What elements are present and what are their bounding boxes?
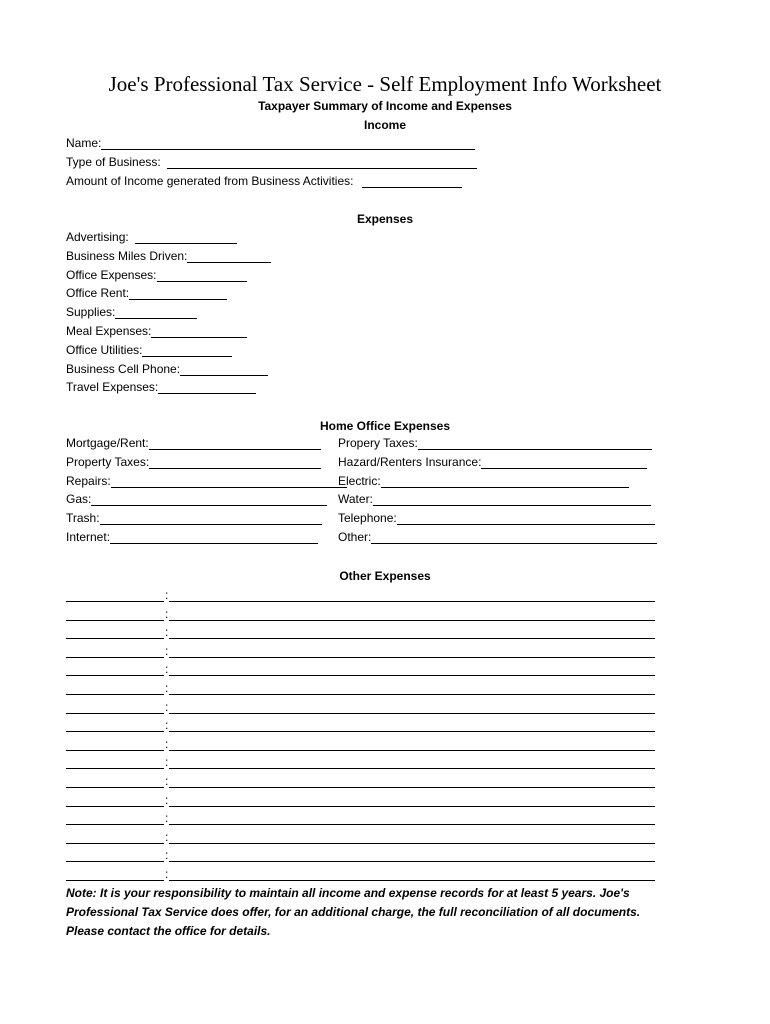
hazard-renters-insurance-label: Hazard/Renters Insurance: (338, 454, 482, 469)
propery-taxes-label: Propery Taxes: (338, 436, 418, 450)
water-label: Water: (338, 492, 373, 507)
business-type-label: Type of Business: (66, 155, 161, 169)
office-expenses-label: Office Expenses: (66, 267, 157, 282)
business-miles-driven-label: Business Miles Driven: (66, 248, 188, 263)
other-expense-row (66, 680, 655, 697)
electric-input-line[interactable] (381, 474, 629, 488)
other-expense-amount-line[interactable] (169, 588, 655, 602)
other-expense-name-line[interactable] (66, 811, 164, 825)
other-expense-row (66, 866, 655, 883)
other-expenses-heading: Other Expenses (339, 569, 431, 583)
other-expense-separator: : (165, 829, 169, 844)
other-expense-amount-line[interactable] (169, 848, 655, 862)
other-expense-amount-line[interactable] (169, 830, 655, 844)
other-expense-separator: : (165, 588, 169, 602)
page-subtitle: Taxpayer Summary of Income and Expenses (258, 99, 512, 113)
telephone-input-line[interactable] (397, 511, 655, 525)
other-expense-separator: : (165, 662, 169, 677)
other-field (338, 529, 657, 546)
business-cell-phone-field (66, 361, 268, 378)
other-expense-name-line[interactable] (66, 793, 164, 807)
gas-input-line[interactable] (91, 492, 327, 506)
meal-expenses-field (66, 323, 247, 340)
hazard-renters-insurance-input-line[interactable] (481, 455, 647, 469)
property-taxes-input-line[interactable] (149, 455, 321, 469)
name-field (66, 135, 475, 152)
income-amount-input-line[interactable] (362, 174, 462, 188)
travel-expenses-input-line[interactable] (158, 380, 256, 394)
income-amount-field (66, 173, 462, 190)
other-expense-separator: : (165, 606, 169, 621)
other-expense-name-line[interactable] (66, 625, 164, 639)
other-expense-separator: : (165, 643, 169, 658)
other-expense-name-line[interactable] (66, 700, 164, 714)
repairs-label: Repairs: (66, 473, 111, 488)
records-note: Note: It is your responsibility to maintain all income and expense records for at least 5 years. Joe's Professional Tax Service does offer, for an additional charge, the full reconciliation of all documents. Please contact the office for details. (66, 886, 641, 938)
other-expense-name-line[interactable] (66, 607, 164, 621)
income-heading: Income (363, 118, 406, 132)
other-expense-name-line[interactable] (66, 755, 164, 769)
other-expense-row (66, 792, 655, 809)
other-expense-row (66, 736, 655, 753)
other-expense-row (66, 587, 655, 604)
supplies-label: Supplies: (66, 305, 116, 320)
other-expense-amount-line[interactable] (169, 793, 655, 807)
water-input-line[interactable] (373, 492, 651, 506)
other-expense-amount-line[interactable] (169, 681, 655, 695)
advertising-input-line[interactable] (135, 230, 237, 244)
other-expense-row (66, 606, 655, 623)
income-amount-label: Amount of Income generated from Business Activities: (66, 174, 354, 188)
travel-expenses-field (66, 379, 256, 396)
trash-input-line[interactable] (100, 511, 322, 525)
other-expense-row (66, 754, 655, 771)
internet-field (66, 529, 318, 546)
other-expense-row (66, 810, 655, 827)
other-expense-row (66, 624, 655, 641)
other-expense-amount-line[interactable] (169, 662, 655, 676)
other-expense-amount-line[interactable] (169, 644, 655, 658)
other-expense-name-line[interactable] (66, 588, 164, 602)
electric-field (338, 473, 629, 490)
telephone-field (338, 510, 655, 527)
internet-input-line[interactable] (110, 530, 318, 544)
travel-expenses-label: Travel Expenses: (66, 380, 159, 395)
other-expense-row (66, 717, 655, 734)
business-miles-driven-input-line[interactable] (187, 249, 271, 263)
advertising-label: Advertising: (66, 230, 129, 244)
other-expense-name-line[interactable] (66, 718, 164, 732)
propery-taxes-field (338, 435, 652, 452)
other-expense-separator: : (165, 718, 169, 733)
repairs-field (66, 473, 347, 490)
property-taxes-label: Property Taxes: (66, 454, 150, 469)
page-title: Joe's Professional Tax Service - Self Employment Info Worksheet (108, 72, 662, 96)
meal-expenses-label: Meal Expenses: (66, 324, 152, 338)
other-expense-separator: : (165, 625, 169, 640)
mortgage-rent-field (66, 435, 321, 452)
mortgage-rent-input-line[interactable] (149, 436, 321, 450)
other-expense-name-line[interactable] (66, 848, 164, 862)
hazard-renters-insurance-field (338, 454, 647, 471)
other-expense-separator: : (165, 736, 169, 751)
other-expense-row (66, 699, 655, 716)
other-expense-name-line[interactable] (66, 830, 164, 844)
office-rent-field (66, 285, 227, 302)
other-expense-row (66, 773, 655, 790)
office-expenses-input-line[interactable] (157, 268, 247, 282)
other-expense-separator: : (165, 681, 169, 695)
other-expense-name-line[interactable] (66, 774, 164, 788)
business-miles-driven-field (66, 248, 271, 265)
other-expense-row (66, 661, 655, 678)
propery-taxes-input-line[interactable] (418, 436, 652, 450)
other-expense-amount-line[interactable] (169, 700, 655, 714)
supplies-input-line[interactable] (115, 305, 197, 319)
other-expense-amount-line[interactable] (169, 737, 655, 751)
other-expense-separator: : (165, 811, 169, 826)
other-expense-amount-line[interactable] (169, 811, 655, 825)
meal-expenses-input-line[interactable] (151, 324, 247, 338)
other-expense-separator: : (165, 699, 169, 714)
water-field (338, 491, 651, 508)
other-expense-name-line[interactable] (66, 681, 164, 695)
trash-label: Trash: (66, 511, 100, 526)
other-expense-row (66, 847, 655, 864)
office-rent-label: Office Rent: (66, 286, 130, 301)
other-expense-separator: : (165, 867, 169, 881)
expenses-heading: Expenses (356, 212, 414, 226)
property-taxes-field (66, 454, 321, 471)
other-expense-separator: : (165, 792, 169, 807)
business-type-field (66, 154, 477, 171)
office-rent-input-line[interactable] (129, 286, 227, 300)
business-type-input-line[interactable] (167, 155, 477, 169)
other-input-line[interactable] (371, 530, 657, 544)
home-office-heading: Home Office Expenses (319, 419, 451, 433)
other-expense-amount-line[interactable] (169, 625, 655, 639)
supplies-field (66, 304, 197, 321)
repairs-input-line[interactable] (111, 474, 347, 488)
business-cell-phone-label: Business Cell Phone: (66, 361, 181, 376)
office-utilities-field (66, 342, 232, 359)
office-utilities-label: Office Utilities: (66, 342, 143, 357)
other-expense-name-line[interactable] (66, 662, 164, 676)
other-expense-amount-line[interactable] (169, 867, 655, 881)
trash-field (66, 510, 322, 527)
gas-label: Gas: (66, 492, 92, 507)
mortgage-rent-label: Mortgage/Rent: (66, 436, 149, 450)
other-expense-row (66, 829, 655, 846)
other-expense-amount-line[interactable] (169, 774, 655, 788)
business-cell-phone-input-line[interactable] (180, 362, 268, 376)
other-expense-separator: : (165, 774, 169, 788)
other-expense-row (66, 643, 655, 660)
office-utilities-input-line[interactable] (142, 343, 232, 357)
internet-label: Internet: (66, 530, 111, 544)
other-expense-separator: : (165, 848, 169, 863)
other-expense-name-line[interactable] (66, 644, 164, 658)
name-input-line[interactable] (101, 136, 475, 150)
office-expenses-field (66, 267, 247, 284)
other-expense-name-line[interactable] (66, 737, 164, 751)
electric-label: Electric: (338, 473, 381, 488)
other-expense-name-line[interactable] (66, 867, 164, 881)
other-expense-separator: : (165, 755, 169, 770)
other-expense-amount-line[interactable] (169, 755, 655, 769)
name-label: Name: (66, 136, 102, 150)
other-expense-amount-line[interactable] (169, 718, 655, 732)
other-label: Other: (338, 530, 372, 544)
telephone-label: Telephone: (338, 511, 397, 526)
other-expense-amount-line[interactable] (169, 607, 655, 621)
gas-field (66, 491, 327, 508)
advertising-field (66, 229, 237, 246)
